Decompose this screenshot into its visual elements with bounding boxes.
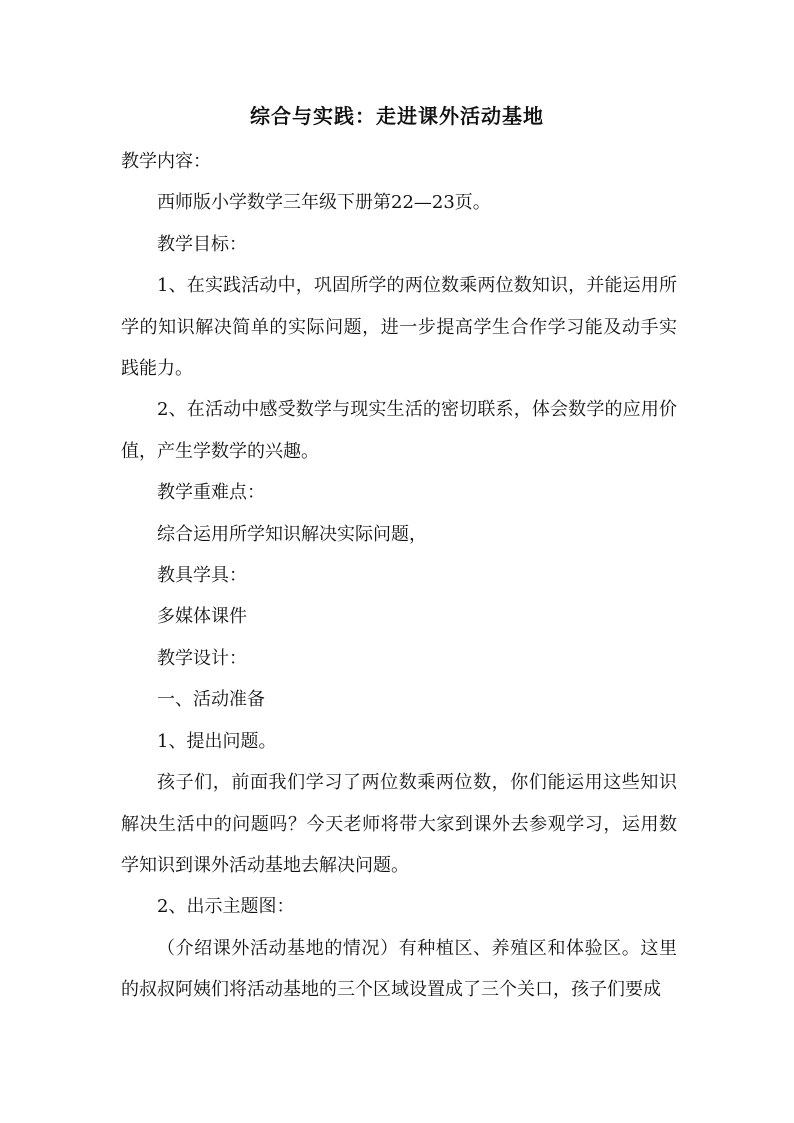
paragraph: 1、在实践活动中，巩固所学的两位数乘两位数知识，并能运用所学的知识解决简单的实际问题，进一步提高学生合作学习能及动手实践能力。	[121, 275, 677, 380]
document-title: 综合与实践：走进课外活动基地	[250, 104, 544, 128]
paragraph: 综合运用所学知识解决实际问题，	[157, 523, 427, 545]
paragraph: 教具学具：	[157, 565, 247, 587]
paragraph: 一、活动准备	[157, 689, 265, 711]
paragraph: 2、出示主题图：	[157, 896, 295, 918]
paragraph: 教学内容：	[121, 151, 211, 172]
paragraph: 孩子们，前面我们学习了两位数乘两位数，你们能运用这些知识解决生活中的问题吗？今天老师将带大家到课外去参观学习，运用数学知识到课外活动基地去解决问题。	[121, 772, 677, 876]
paragraph: （介绍课外活动基地的情况）有种植区、养殖区和体验区。这里的叔叔阿姨们将活动基地的三个区域设置成了三个关口，孩子们要成	[121, 937, 677, 1001]
paragraph: 1、提出问题。	[157, 730, 277, 752]
paragraph: 教学重难点：	[157, 482, 265, 504]
paragraph: 多媒体课件	[157, 606, 247, 628]
paragraph: 教学设计：	[157, 647, 247, 669]
paragraph: 2、在活动中感受数学与现实生活的密切联系，体会数学的应用价值，产生学数学的兴趣。	[121, 399, 677, 462]
document-body	[121, 141, 677, 1011]
paragraph: 西师版小学数学三年级下册第22—23页。	[157, 192, 491, 214]
paragraph: 教学目标：	[157, 233, 247, 255]
